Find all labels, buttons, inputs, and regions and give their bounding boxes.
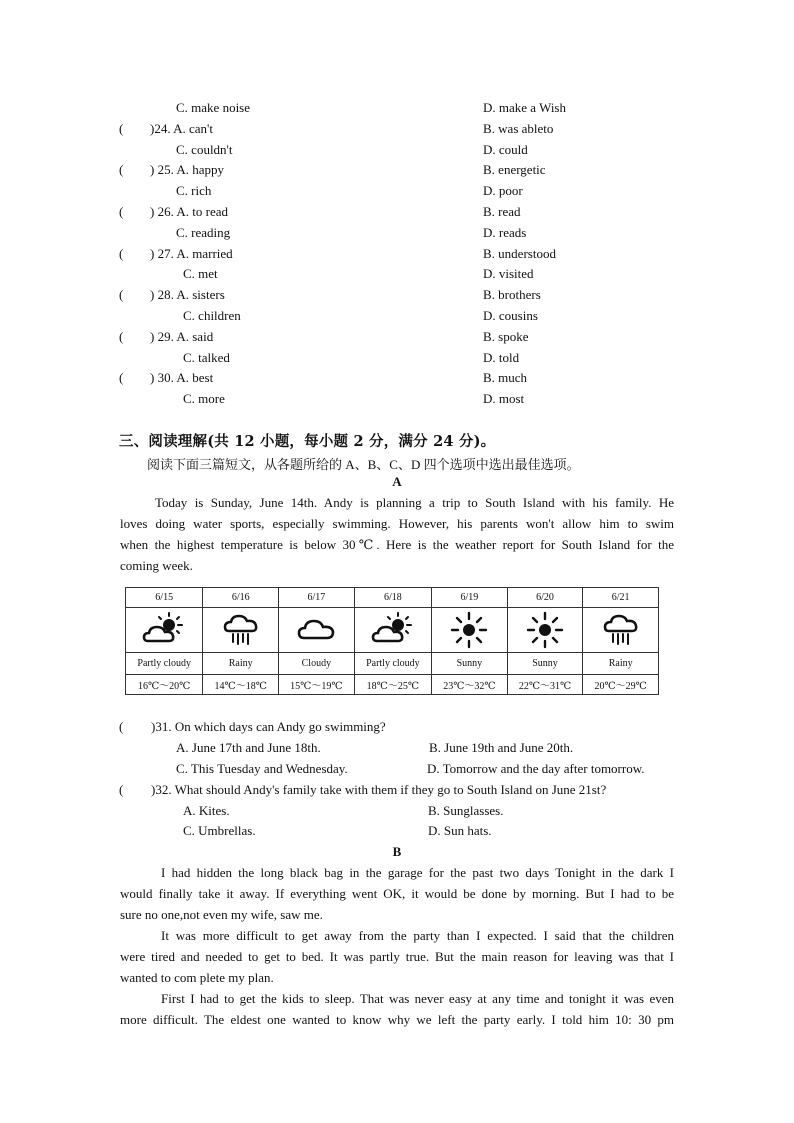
option-d: D. cousins [483, 308, 538, 323]
option-d: D. Tomorrow and the day after tomorrow. [427, 761, 645, 776]
weather-date: 6/21 [583, 588, 659, 608]
question-27: ) 27. A. married [150, 246, 233, 261]
partly-cloudy-icon [354, 608, 431, 653]
option-c: C. rich [176, 183, 212, 198]
answer-paren: ( [119, 287, 124, 302]
question-31: )31. On which days can Andy go swimming? [151, 719, 386, 734]
cloudy-icon [279, 608, 355, 653]
answer-paren: ( [119, 246, 124, 261]
weather-condition: Sunny [432, 653, 508, 675]
weather-temperature: 18℃～25℃ [354, 675, 431, 695]
answer-paren: ( [119, 204, 124, 219]
weather-condition: Rainy [203, 653, 279, 675]
option-b: B. brothers [483, 287, 541, 302]
option-c: C. reading [176, 225, 231, 240]
weather-date: 6/20 [507, 588, 583, 608]
answer-paren: ( [119, 162, 124, 177]
question-32: )32. What should Andy's family take with them if they go to South Island on June 21st? [151, 782, 607, 797]
option-d: D. could [483, 142, 528, 157]
option-b: B. Sunglasses. [428, 803, 504, 818]
text-line: coming week. [120, 558, 193, 573]
option-b: B. was ableto [483, 121, 554, 136]
option-a: A. June 17th and June 18th. [176, 740, 321, 755]
option-b: B. energetic [483, 162, 546, 177]
answer-paren: ( [119, 719, 124, 734]
text-line: wanted to com plete my plan. [120, 970, 274, 985]
option-a: A. Kites. [183, 803, 230, 818]
weather-date: 6/19 [432, 588, 508, 608]
weather-temperature: 23℃～32℃ [432, 675, 508, 695]
option-c: C. more [183, 391, 225, 406]
option-c: C. make noise [176, 100, 251, 115]
text-line: would finally take it away. If everything went OK, it would be done by morning. But I had to be [120, 886, 674, 901]
question-24: )24. A. can't [150, 121, 213, 136]
answer-paren: ( [119, 121, 124, 136]
weather-date: 6/17 [279, 588, 355, 608]
option-c: C. couldn't [176, 142, 233, 157]
sunny-icon [507, 608, 583, 653]
passage-b-paragraph-3 [120, 988, 674, 1030]
option-d: D. told [483, 350, 520, 365]
weather-condition: Cloudy [279, 653, 355, 675]
option-b: B. June 19th and June 20th. [429, 740, 574, 755]
passage-a-label: A [392, 474, 402, 489]
option-d: D. poor [483, 183, 523, 198]
weather-temperature: 14℃～18℃ [203, 675, 279, 695]
question-25: ) 25. A. happy [150, 162, 225, 177]
weather-date: 6/16 [203, 588, 279, 608]
passage-b-paragraph-2 [120, 925, 674, 988]
answer-paren: ( [119, 329, 124, 344]
option-c: C. talked [183, 350, 230, 365]
option-b: B. spoke [483, 329, 529, 344]
option-d: D. Sun hats. [428, 823, 492, 838]
question-26: ) 26. A. to read [150, 204, 228, 219]
answer-paren: ( [119, 782, 124, 797]
rainy-icon [583, 608, 659, 653]
weather-table [125, 587, 659, 695]
option-c: C. This Tuesday and Wednesday. [176, 761, 348, 776]
option-d: D. reads [483, 225, 527, 240]
text-line: sure no one,not even my wife, saw me. [120, 907, 323, 922]
weather-condition: Sunny [507, 653, 583, 675]
sunny-icon [432, 608, 508, 653]
weather-temperature: 22℃～31℃ [507, 675, 583, 695]
option-d: D. visited [483, 266, 534, 281]
option-b: B. much [483, 370, 528, 385]
text-line: Today is Sunday, June 14th. Andy is planning a trip to South Island with his family. He [155, 495, 674, 510]
text-line: were tired and needed to get to bed. It was partly true. But the main reason for leaving was that I [120, 949, 674, 964]
instruction: 阅读下面三篇短文，从各题所给的 A、B、C、D 四个选项中选出最佳选项。 [147, 457, 580, 472]
question-30: ) 30. A. best [150, 370, 214, 385]
option-c: C. children [183, 308, 241, 323]
text-line: First I had to get the kids to sleep. That was never easy at any time and tonight it was even [161, 991, 674, 1006]
option-d: D. make a Wish [483, 100, 566, 115]
text-line: loves doing water sports, especially swimming. However, his parents won't allow him to swim [120, 516, 674, 531]
partly-cloudy-icon [126, 608, 203, 653]
rainy-icon [203, 608, 279, 653]
weather-temperature: 20℃～29℃ [583, 675, 659, 695]
question-29: ) 29. A. said [150, 329, 214, 344]
option-b: B. understood [483, 246, 556, 261]
text-line: I had hidden the long black bag in the garage for the past two days Tonight in the dark I [161, 865, 674, 880]
passage-b-label: B [392, 844, 402, 859]
option-d: D. most [483, 391, 525, 406]
weather-condition: Rainy [583, 653, 659, 675]
option-c: C. met [183, 266, 218, 281]
text-line: more difficult. The eldest one wanted to know why we left the party early. I told him 10: 30 pm [120, 1012, 674, 1027]
weather-condition: Partly cloudy [354, 653, 431, 675]
option-c: C. Umbrellas. [183, 823, 256, 838]
passage-a-text [120, 492, 674, 576]
weather-temperature: 16℃～20℃ [126, 675, 203, 695]
weather-date: 6/18 [354, 588, 431, 608]
weather-temperature: 15℃～19℃ [279, 675, 355, 695]
option-b: B. read [483, 204, 521, 219]
section-heading: 三、阅读理解(共 12 小题，每小题 2 分，满分 24 分)。 [119, 433, 496, 450]
text-line: when the highest temperature is below 30℃. Here is the weather report for South Island for the [120, 537, 674, 552]
passage-b-paragraph-1 [120, 862, 674, 925]
text-line: It was more difficult to get away from the party than I expected. I said that the children [161, 928, 674, 943]
weather-date: 6/15 [126, 588, 203, 608]
question-28: ) 28. A. sisters [150, 287, 225, 302]
answer-paren: ( [119, 370, 124, 385]
weather-condition: Partly cloudy [126, 653, 203, 675]
